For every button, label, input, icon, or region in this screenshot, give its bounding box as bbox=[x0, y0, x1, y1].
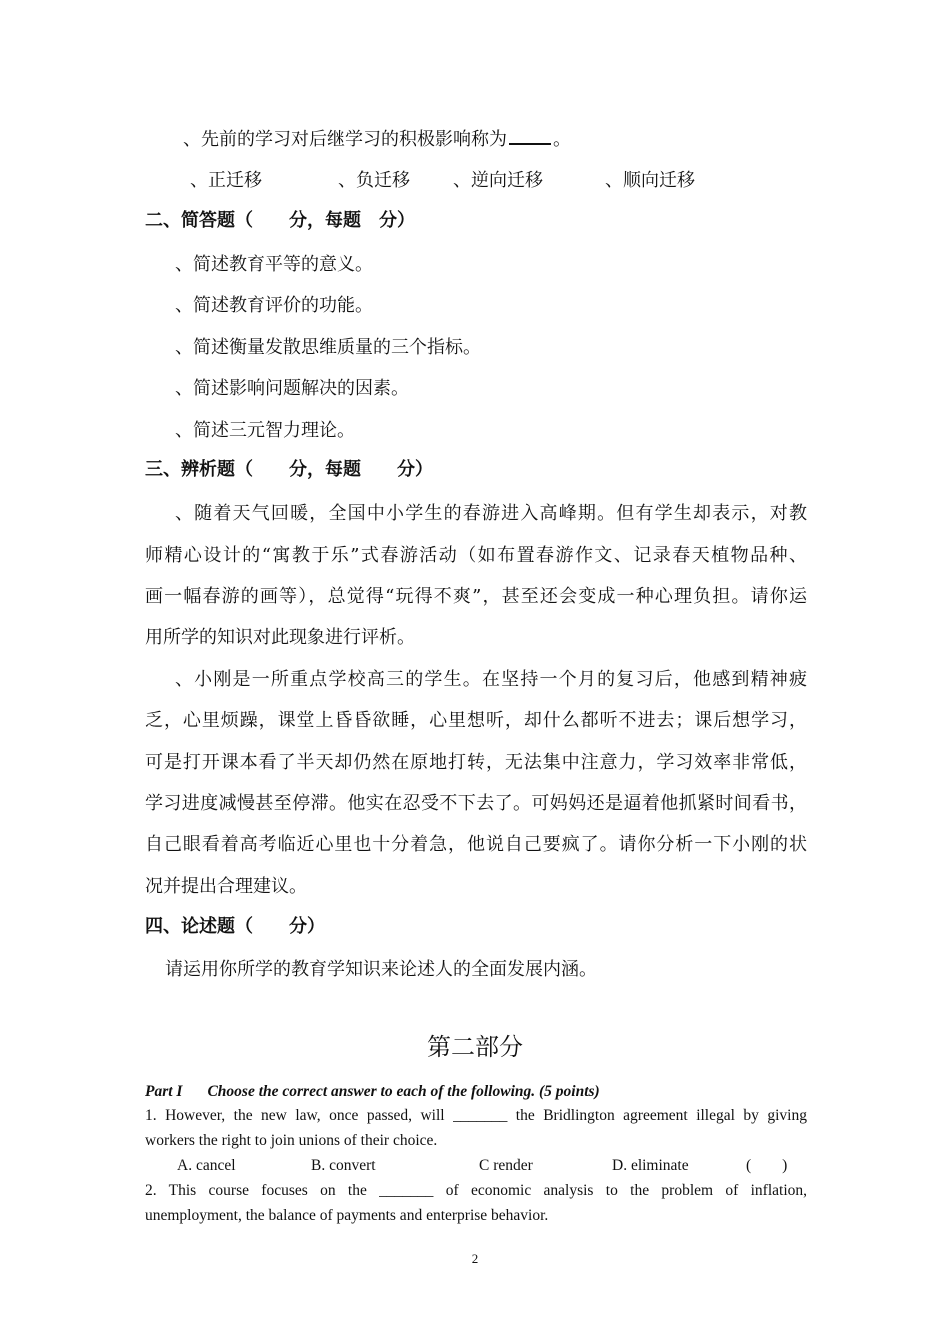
section3-q2-line: 乏，心里烦躁，课堂上昏昏欲睡，心里想听，却什么都听不进去；课后想学习， bbox=[145, 710, 807, 731]
section3-q2-line: 学习进度减慢甚至停滞。他实在忍受不下去了。可妈妈还是逼着他抓紧时间看书， bbox=[145, 793, 807, 814]
option-a: 、正迁移 bbox=[190, 170, 262, 191]
option-c: 、逆向迁移 bbox=[453, 170, 543, 191]
section3-q1-line: 师精心设计的“寓教于乐”式春游活动（如布置春游作文、记录春天植物品种、 bbox=[145, 545, 807, 566]
part-instruction: Part I Choose the correct answer to each of the following. (5 points) bbox=[145, 1083, 600, 1100]
section2-item: 、简述三元智力理论。 bbox=[175, 420, 355, 441]
english-q1-line: workers the right to join unions of their choice. bbox=[145, 1132, 438, 1149]
section3-q1-line: 用所学的知识对此现象进行评析。 bbox=[145, 627, 415, 648]
section3-q2-line: 可是打开课本看了半天却仍然在原地打转，无法集中注意力，学习效率非常低， bbox=[145, 752, 807, 773]
answer-parentheses: ( ) bbox=[746, 1157, 788, 1174]
english-q2-line: unemployment, the balance of payments and enterprise behavior. bbox=[145, 1207, 549, 1224]
english-q1-option-a: A. cancel bbox=[177, 1157, 236, 1174]
section2-item: 、简述教育评价的功能。 bbox=[175, 295, 373, 316]
section2-item: 、简述衡量发散思维质量的三个指标。 bbox=[175, 337, 481, 358]
section3-q1-line: 画一幅春游的画等），总觉得“玩得不爽”，甚至还会变成一种心理负担。请你运 bbox=[145, 586, 807, 607]
section3-q2-line: 、小刚是一所重点学校高三的学生。在坚持一个月的复习后，他感到精神疲 bbox=[175, 669, 807, 690]
section3-heading: 三、辨析题（ 分，每题 分） bbox=[145, 459, 433, 480]
option-b: 、负迁移 bbox=[338, 170, 410, 191]
section3-q1-line: 、随着天气回暖，全国中小学生的春游进入高峰期。但有学生却表示，对教 bbox=[175, 503, 807, 524]
option-d: 、顺向迁移 bbox=[605, 170, 695, 191]
section4-heading: 四、论述题（ 分） bbox=[145, 916, 325, 937]
section3-q2-line: 自己眼看着高考临近心里也十分着急，他说自己要疯了。请你分析一下小刚的状 bbox=[145, 834, 807, 855]
answer-blank bbox=[509, 129, 551, 145]
english-q2-line: 2. This course focuses on the _______ of economic analysis to the problem of inflation, bbox=[145, 1182, 807, 1199]
page-number: 2 bbox=[471, 1251, 479, 1266]
section4-question: 请运用你所学的教育学知识来论述人的全面发展内涵。 bbox=[165, 959, 597, 980]
english-q1-option-c: C render bbox=[479, 1157, 533, 1174]
section3-q2-line: 况并提出合理建议。 bbox=[145, 876, 307, 897]
section2-item: 、简述影响问题解决的因素。 bbox=[175, 378, 409, 399]
english-q1-option-b: B. convert bbox=[311, 1157, 376, 1174]
question-transfer-stem: 、先前的学习对后继学习的积极影响称为 。 bbox=[183, 129, 571, 150]
section2-item: 、简述教育平等的意义。 bbox=[175, 254, 373, 275]
english-q1-line: 1. However, the new law, once passed, will _______ the Bridlington agreement illegal by giving bbox=[145, 1107, 807, 1124]
part-title: 第二部分 bbox=[427, 1033, 523, 1061]
section2-heading: 二、简答题（ 分，每题 分） bbox=[145, 210, 415, 231]
english-q1-option-d: D. eliminate bbox=[612, 1157, 689, 1174]
